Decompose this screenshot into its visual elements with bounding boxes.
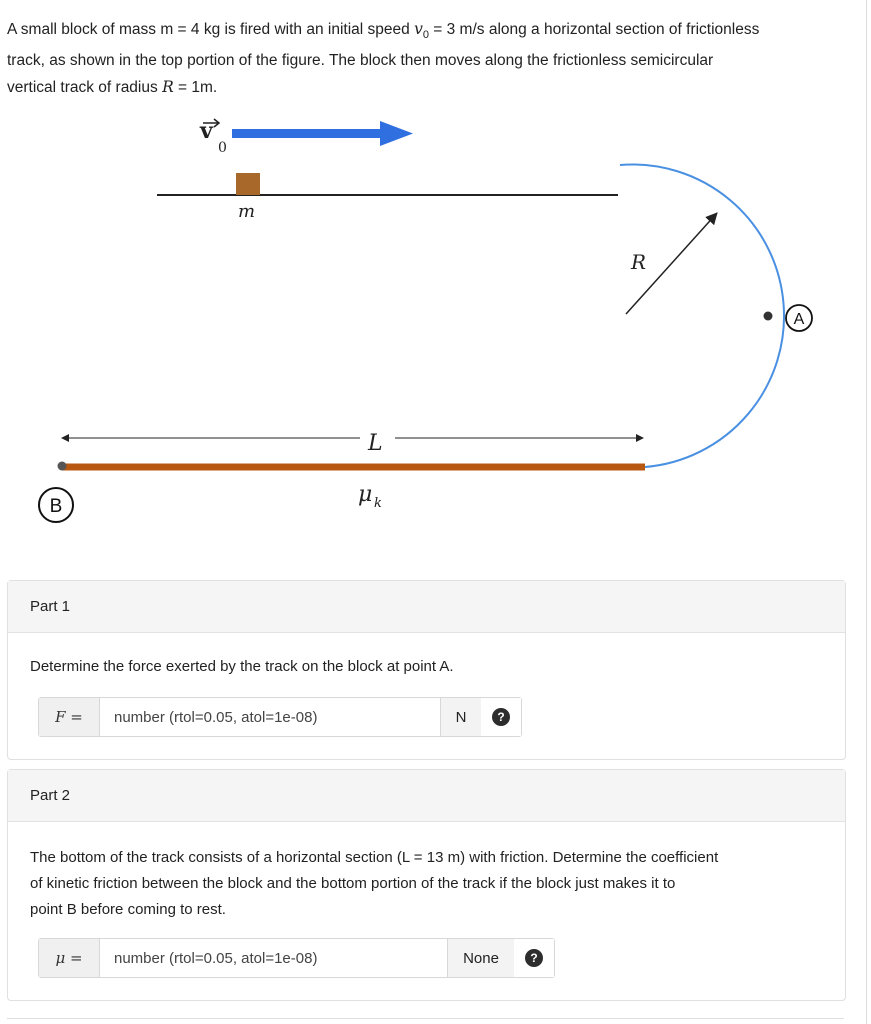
part-2-answer — [38, 938, 555, 978]
part-1-prompt: Determine the force exerted by the track on the block at point A. — [30, 658, 454, 675]
length-label: L — [368, 431, 383, 456]
page-right-border — [866, 0, 867, 1024]
problem-statement — [7, 16, 857, 101]
radius-label: R — [631, 250, 647, 274]
point-b-label: B — [49, 496, 63, 517]
velocity-label: v — [200, 118, 213, 144]
part-1-help-button[interactable] — [481, 698, 521, 736]
point-a-label: A — [793, 311, 805, 328]
velocity-subscript: 0 — [218, 140, 227, 156]
problem-line-1: A small block of mass m = 4 kg is fired with an initial speed $v_0 = 3$ m/s along a horizontal section of frictionless — [7, 20, 760, 42]
part-2-variable-label: μ = — [39, 939, 100, 977]
part-2-unit: None — [447, 939, 514, 977]
mu-subscript: k — [374, 496, 382, 511]
mass-label: m — [238, 201, 256, 222]
part-1-variable-label: F = — [39, 698, 100, 736]
part-2-title: Part 2 — [8, 770, 845, 822]
v0-symbol: v — [414, 20, 423, 38]
problem-line-2: track, as shown in the top portion of the figure. The block then moves along the frictionless semicircular — [7, 52, 714, 70]
help-icon: ? — [525, 949, 543, 967]
part-1-unit: N — [440, 698, 481, 736]
point-b-dot — [58, 462, 67, 471]
semicircular-track — [620, 164, 784, 467]
point-a-dot — [764, 312, 773, 321]
part-2-help-button[interactable] — [514, 939, 554, 977]
track-diagram — [0, 100, 866, 540]
part-2-answer-input[interactable] — [100, 939, 447, 977]
part-1-answer — [38, 697, 522, 737]
mu-label: μ — [358, 482, 373, 507]
part-2-card — [7, 769, 846, 1001]
part-1-title: Part 1 — [8, 581, 845, 633]
block-m — [236, 173, 260, 195]
velocity-arrow-shaft — [232, 129, 382, 138]
help-icon: ? — [492, 708, 510, 726]
velocity-arrow-head-icon — [380, 121, 413, 146]
part-1-answer-input[interactable] — [100, 698, 440, 736]
bottom-divider — [7, 1018, 844, 1019]
radius-symbol: R — [162, 78, 174, 97]
part-2-prompt: The bottom of the track consists of a horizontal section (L = 13 m) with friction. Determine the coefficient of kinetic friction between the block and the bottom portion of the track if the block just makes it to point B before coming to rest. — [30, 849, 719, 918]
problem-line-3: vertical track of radius R = 1m. — [7, 78, 218, 97]
part-1-card — [7, 580, 846, 760]
velocity-vector — [199, 118, 413, 156]
